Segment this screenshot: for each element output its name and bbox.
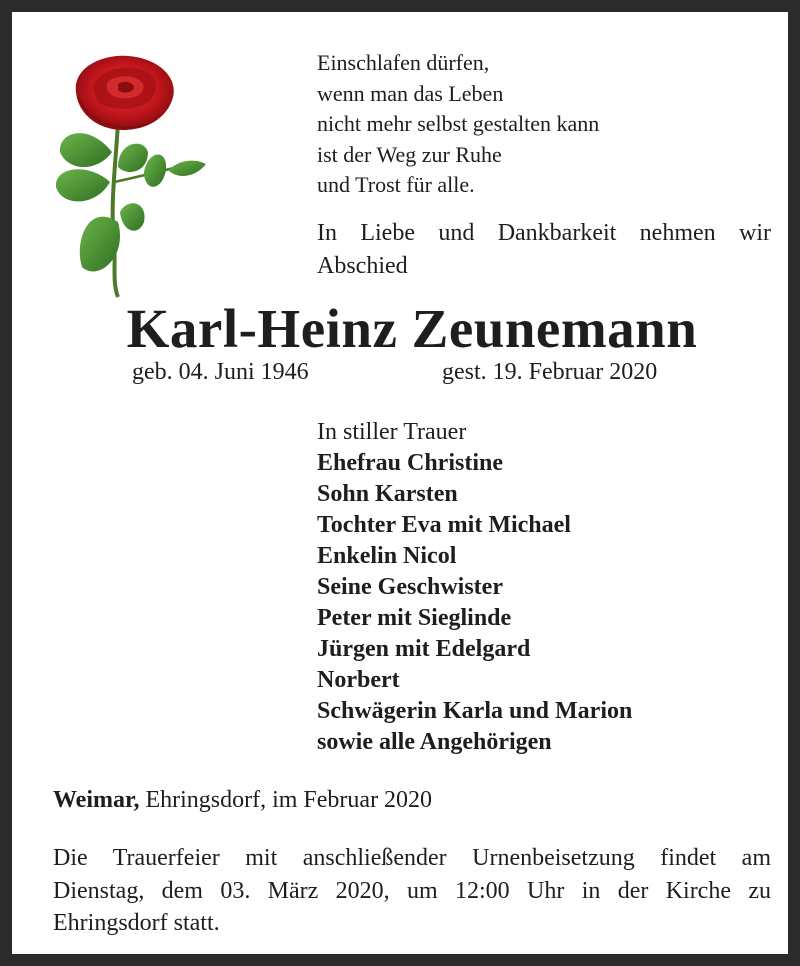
poem-line: nicht mehr selbst gestalten kann — [317, 111, 600, 136]
ceremony-line: Dienstag, dem 03. März 2020, um 12:00 Uhr in der Kirche zu — [53, 877, 771, 904]
mourner-name: Norbert — [317, 667, 400, 693]
death-date: gest. 19. Februar 2020 — [442, 359, 658, 385]
deceased-name: Karl-Heinz Zeunemann — [126, 298, 698, 359]
farewell-line: In Liebe und Dankbarkeit nehmen wir — [317, 220, 771, 246]
mourner-name: Peter mit Sieglinde — [317, 605, 512, 631]
mourner-name: Jürgen mit Edelgard — [317, 636, 531, 662]
ceremony-line: Die Trauerfeier mit anschließender Urnenbeisetzung findet am — [53, 845, 771, 871]
poem-line: Einschlafen dürfen, — [317, 50, 490, 75]
mourner-name: sowie alle Angehörigen — [317, 729, 552, 755]
mourners-list — [317, 417, 777, 758]
ceremony-notice — [53, 842, 771, 940]
farewell-line: Abschied — [317, 253, 408, 279]
mourner-name: Seine Geschwister — [317, 574, 503, 600]
ceremony-line: Ehringsdorf statt. — [53, 910, 220, 936]
mourners-intro: In stiller Trauer — [317, 419, 467, 445]
mourner-name: Sohn Karsten — [317, 481, 458, 507]
rose-icon — [48, 52, 213, 302]
birth-date: geb. 04. Juni 1946 — [132, 359, 309, 385]
poem-line: und Trost für alle. — [317, 172, 475, 197]
place-rest: Ehringsdorf, im Februar 2020 — [139, 787, 433, 813]
place-city: Weimar, — [53, 787, 140, 813]
poem-line: wenn man das Leben — [317, 80, 504, 106]
mourner-name: Schwägerin Karla und Marion — [317, 698, 633, 724]
farewell-text — [317, 217, 771, 283]
mourner-name: Tochter Eva mit Michael — [317, 512, 571, 538]
mourner-name: Enkelin Nicol — [317, 543, 457, 569]
mourner-name: Ehefrau Christine — [317, 450, 503, 476]
poem — [317, 48, 772, 201]
place-date-line — [53, 784, 432, 817]
poem-line: ist der Weg zur Ruhe — [317, 141, 502, 167]
